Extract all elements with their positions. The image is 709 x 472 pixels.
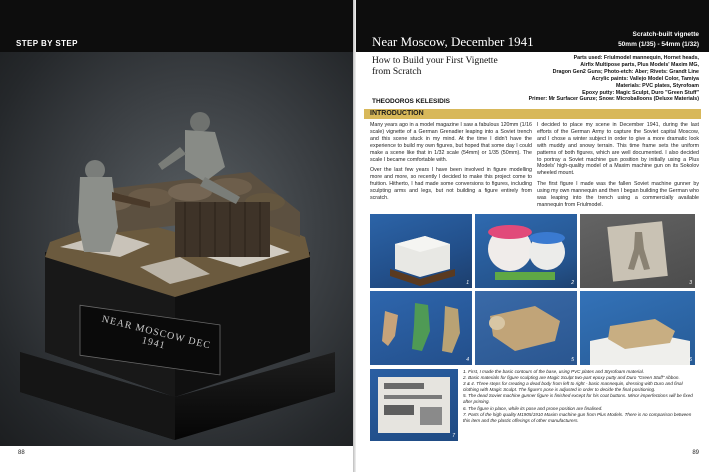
materials-line: Parts used: Friulmodel mannequin, Hornet heads, [573, 55, 699, 61]
materials-line: Airfix Multipose parts, Plus Models' Maxim MG, [580, 61, 699, 68]
plinth-nameplate-text: NEAR MOSCOW DEC 1941 [100, 313, 213, 352]
photo-number: 4 [466, 357, 469, 363]
vignette-photo [0, 52, 353, 446]
body-paragraph: Many years ago in a model magazine I saw a fabulous 120mm (1/16 scale) vignette of a German Grenadier leaping into a Soviet trench and this scene stuck in my mind. At the time I didn't have the experience to build my own figures, but hoped that some day I could make a scene like that in 1/32 scale (54mm) or 1/35 (50mm). The scale I became comfortable with. [370, 122, 532, 163]
materials-list [499, 55, 699, 103]
right-page [356, 0, 709, 472]
caption-line: 3 & 4. Three steps for creating a dead body from left to right - basic mannequin, dressing with Duro and final clothing with Magic Sculpt. The figure's pose is adjusted in order to decide the final positioning. [463, 381, 683, 393]
article-subtitle: How to Build your First Vignette from Scratch [372, 56, 498, 77]
page-number-right: 89 [692, 450, 699, 456]
photo-body-steps [370, 291, 472, 365]
caption-line: 2. Basic materials for figure sculpting are Magic Sculpt two-part epoxy putty and Duro "Green Stuff" ribbon. [463, 375, 680, 381]
photo-number: 3 [689, 280, 692, 286]
photo-3-illustration [580, 214, 695, 288]
author-name: THEODOROS KELESIDIS [372, 98, 451, 105]
body-column-right [537, 122, 699, 213]
photo-mannequin-plate [580, 214, 695, 288]
body-paragraph: Over the last few years I have been involved in figure modelling more and more, so recently I decided to make this project come to fruition. Hitherto, I had made some conversions to figures, including sculpting arms and legs, but not building a figure entirely from scratch. [370, 167, 532, 202]
photo-number: 7 [452, 433, 455, 439]
photo-figure-in-place [580, 291, 695, 365]
photo-captions [463, 369, 698, 424]
vignette-illustration [0, 52, 353, 446]
materials-line: Acrylic paints: Vallejo Model Color, Tamiya [591, 75, 699, 82]
photo-dead-gunner [475, 291, 577, 365]
photo-6-illustration [580, 291, 695, 365]
body-column-left [370, 122, 532, 206]
body-paragraph: The first figure I made was the fallen Soviet machine gunner by using my own mannequin and then I began building the German who was leaping into the trench using a commercially available mannequin from Friulmodel. [537, 181, 699, 208]
intro-heading: INTRODUCTION [370, 110, 424, 117]
body-paragraph: I decided to place my scene in December 1941, during the last efforts of the German Army to capture the Soviet capital Moscow, and I chose a winter subject in order to give a more dramatic look with muddy and snowy terrain. This time frame sets the uniform patterns of both figures, which are well documented. I also decided to portray a Soviet machine gun position by initially using a Plus Models' high-quality model of a Maxim machine gun on its Sokolov wheeled mount. [537, 122, 699, 177]
photo-sculpt-materials [475, 214, 577, 288]
photo-7-illustration [370, 369, 458, 441]
photo-4-illustration [370, 291, 472, 365]
photo-5-illustration [475, 291, 577, 365]
photo-number: 1 [466, 280, 469, 286]
page-number-left: 88 [18, 450, 25, 456]
materials-line: Materials: PVC plates, Styrofoam [615, 82, 699, 89]
photo-2-illustration [475, 214, 577, 288]
photo-base-contours [370, 214, 472, 288]
photo-number: 2 [571, 280, 574, 286]
photo-number: 6 [689, 357, 692, 363]
photo-maxim-parts [370, 369, 458, 441]
caption-line: 6. The figure in place, while its pose and prone position are finalised. [463, 405, 603, 411]
materials-line: Epoxy putty: Magic Sculpt, Duro "Green Stuff" [582, 89, 699, 96]
materials-line: Primer: Mr Surfacer Gunze; Snow: Microballoons (Deluxe Materials) [528, 96, 699, 103]
caption-line: 1. First, I made the basic contours of the base, using PVC plates and Styrofoam material. [463, 369, 645, 374]
caption-line: 7. Parts of the high quality M1905/1910 Maxim machine gun from Plus Models. There is no comparison between this item and the plastic offerings of other manufacturers. [463, 411, 692, 423]
article-title: Near Moscow, December 1941 [372, 34, 534, 49]
scale-values: 50mm (1/35) - 54mm (1/32) [618, 41, 699, 48]
scale-tag: Scratch-built vignette [632, 31, 699, 38]
materials-line: Dragon Gen2 Guns; Photo-etch: Aber; Rivets: Grandt Line [552, 68, 699, 75]
left-page [0, 0, 353, 472]
photo-number: 5 [571, 357, 574, 363]
caption-line: 5. The dead Soviet machine gunner figure is finished except for his coat buttons. Minor imperfections will be fixed after priming. [463, 393, 693, 405]
section-label: STEP BY STEP [16, 39, 78, 48]
photo-1-illustration [370, 214, 472, 288]
